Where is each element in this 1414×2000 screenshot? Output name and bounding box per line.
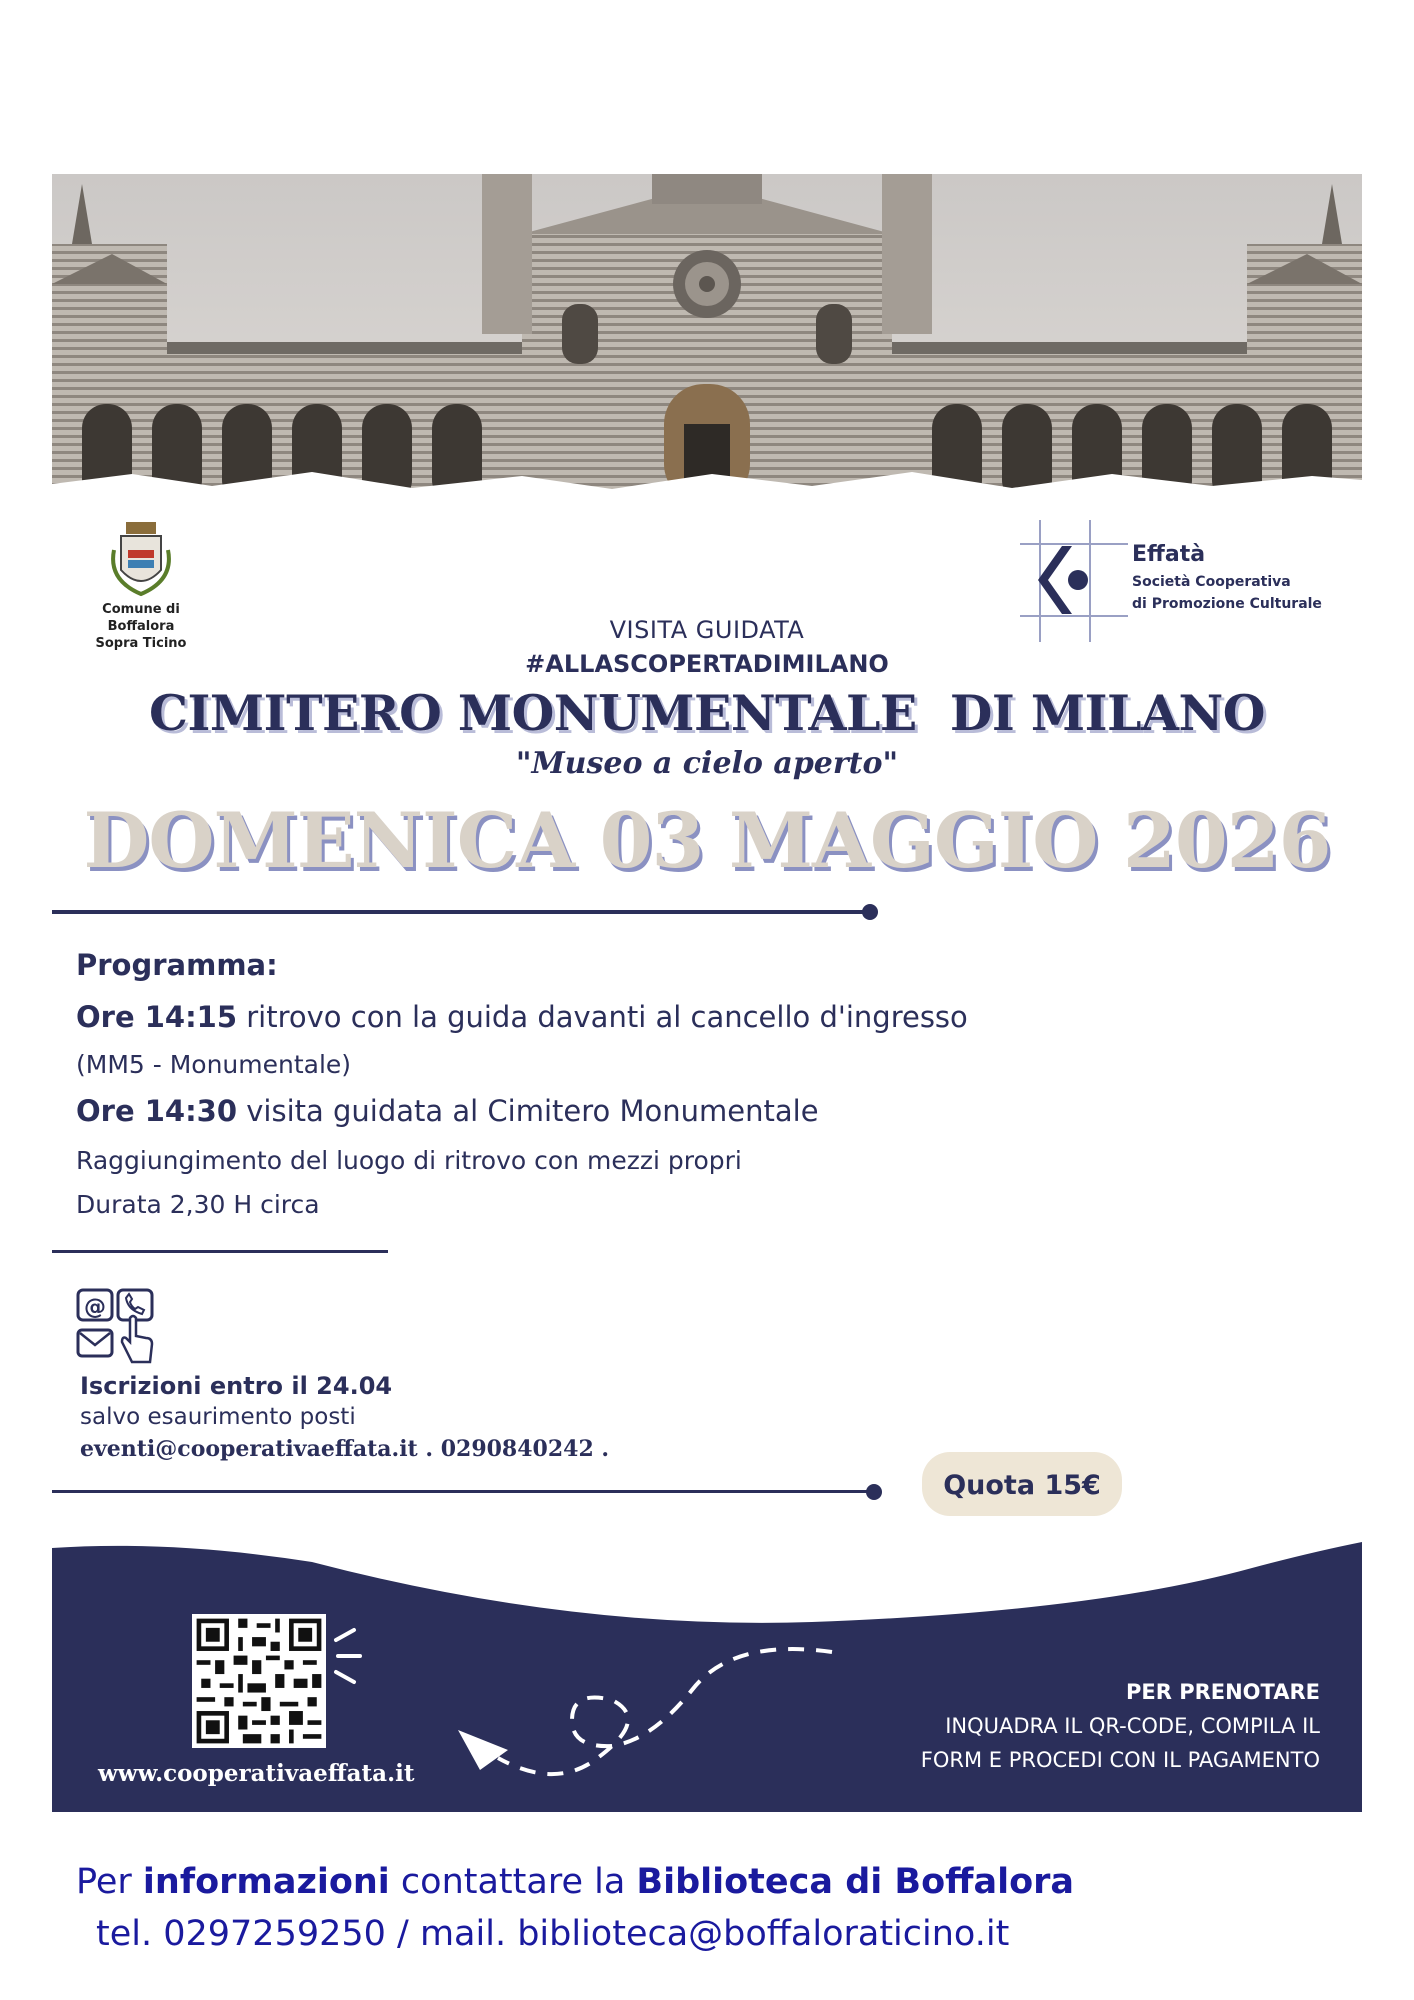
visita-guidata-label: VISITA GUIDATA xyxy=(609,616,805,644)
pointer-hand-icon xyxy=(122,1316,152,1362)
quota-price: Quota 15€ xyxy=(943,1470,1101,1501)
at-sign-icon xyxy=(78,1290,112,1320)
iscrizioni-contact: eventi@cooperativaeffata.it . 0290840242 . xyxy=(80,1436,610,1462)
footer-contacts[interactable]: tel. 0297259250 / mail. biblioteca@boffaloraticino.it xyxy=(96,1914,1010,1954)
footer-text-a: Per xyxy=(76,1862,143,1902)
effata-name: Effatà xyxy=(1132,542,1206,567)
cemetery-photo xyxy=(52,174,1362,504)
programma-row-4: Durata 2,30 H circa xyxy=(76,1190,320,1219)
coat-of-arms-icon xyxy=(106,520,176,600)
programma-row-2-text: visita guidata al Cimitero Monumentale xyxy=(237,1094,819,1128)
iscrizioni-note: salvo esaurimento posti xyxy=(80,1404,356,1430)
divider-line-2 xyxy=(52,1250,388,1253)
effata-subtitle-1: Società Cooperativa xyxy=(1132,574,1291,590)
comune-label-3: Sopra Ticino xyxy=(95,636,187,651)
envelope-icon xyxy=(78,1330,112,1356)
comune-label-1: Comune di xyxy=(102,602,180,617)
footer-library-name: Biblioteca di Boffalora xyxy=(636,1862,1075,1902)
contact-icons xyxy=(76,1288,158,1368)
programma-row-1-time: Ore 14:15 xyxy=(76,1000,238,1034)
divider-line-1 xyxy=(52,910,872,914)
page-subtitle: "Museo a cielo aperto" xyxy=(515,746,899,781)
comune-label-2: Boffalora xyxy=(107,619,175,634)
divider-dot-3 xyxy=(866,1484,882,1500)
footer-text-c: contattare la xyxy=(389,1862,637,1902)
booking-instructions-2: FORM E PROCEDI CON IL PAGAMENTO xyxy=(920,1748,1320,1772)
programma-row-2-time: Ore 14:30 xyxy=(76,1094,238,1128)
programma-row-1-note: (MM5 - Monumentale) xyxy=(76,1050,352,1079)
programma-heading: Programma: xyxy=(76,948,278,982)
svg-text:@: @ xyxy=(84,1295,106,1320)
booking-title: PER PRENOTARE xyxy=(1125,1680,1320,1704)
qr-code[interactable] xyxy=(192,1614,326,1748)
booking-instructions-1: INQUADRA IL QR-CODE, COMPILA IL xyxy=(945,1714,1320,1738)
event-date: DOMENICA 03 MAGGIO 2026 xyxy=(83,796,1331,885)
programma-row-2 xyxy=(76,1094,819,1128)
footer-info xyxy=(76,1862,1074,1902)
iscrizioni-deadline: Iscrizioni entro il 24.04 xyxy=(80,1372,393,1400)
effata-subtitle-2: di Promozione Culturale xyxy=(1132,596,1322,612)
website-link[interactable]: www.cooperativaeffata.it xyxy=(98,1760,415,1787)
programma-row-3: Raggiungimento del luogo di ritrovo con mezzi propri xyxy=(76,1146,742,1175)
programma-row-1-text: ritrovo con la guida davanti al cancello d'ingresso xyxy=(237,1000,968,1034)
page-title: CIMITERO MONUMENTALE DI MILANO xyxy=(149,684,1265,742)
hashtag: #ALLASCOPERTADIMILANO xyxy=(525,650,889,678)
footer-text-b: informazioni xyxy=(142,1862,390,1902)
divider-line-3 xyxy=(52,1490,874,1493)
programma-row-1 xyxy=(76,1000,968,1034)
divider-dot-1 xyxy=(862,904,878,920)
